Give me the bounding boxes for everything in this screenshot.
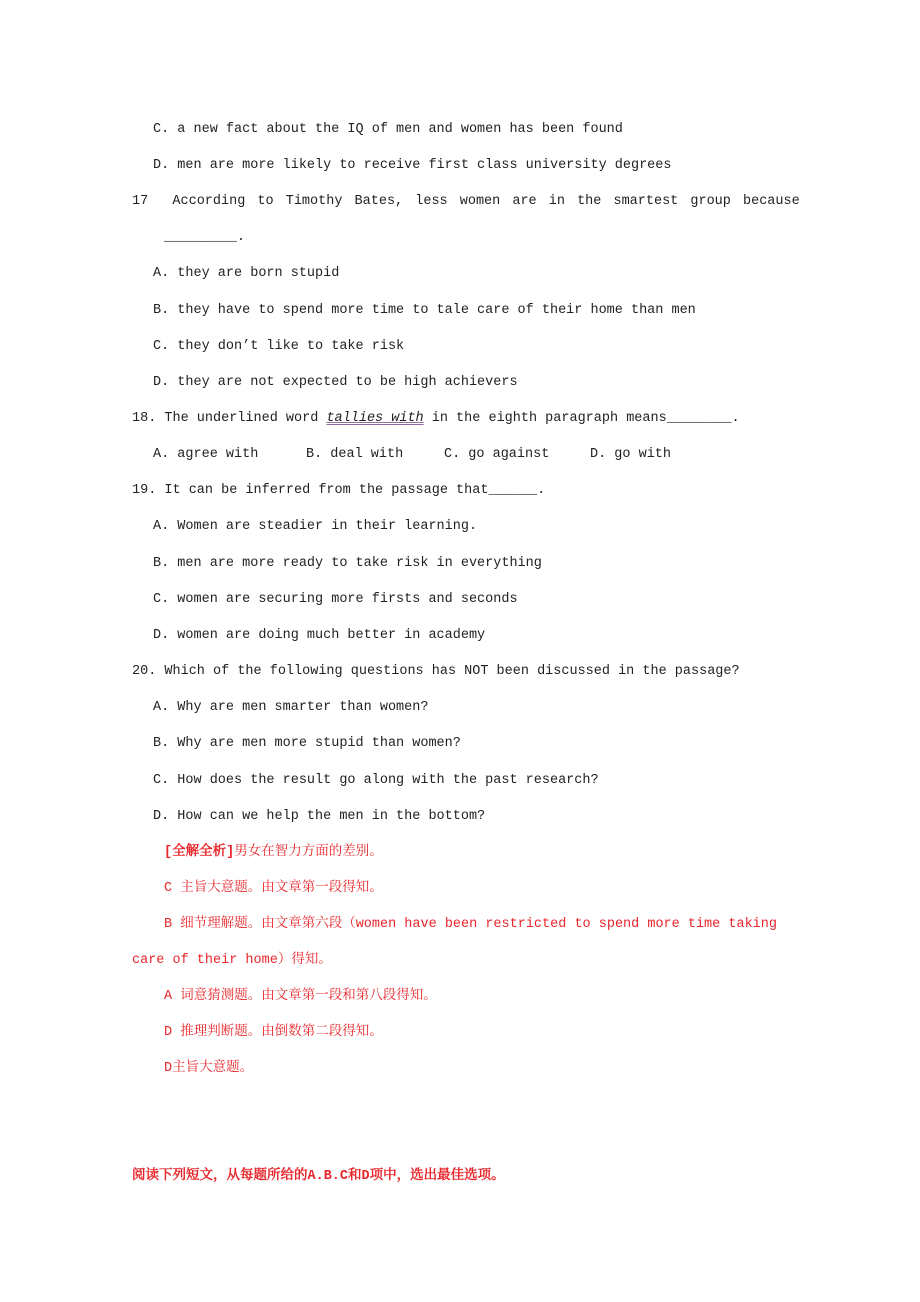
analysis-tag: [全解全析] [164,845,235,860]
analysis-heading [164,844,383,862]
q20-option-c: C. How does the result go along with the past research? [153,773,599,788]
q19-option-b: B. men are more ready to take risk in everything [153,556,542,571]
q20-option-a: A. Why are men smarter than women? [153,700,429,715]
q19-option-c: C. women are securing more firsts and seconds [153,592,518,607]
q18-option-c: C. go against [444,447,550,462]
q18-option-b: B. deal with [306,447,404,462]
q18-stem [132,410,740,428]
q20-stem: 20. Which of the following questions has NOT been discussed in the passage? [132,664,740,679]
analysis-line: C 主旨大意题。由文章第一段得知。 [164,881,383,896]
q16-option-c: C. a new fact about the IQ of men and women has been found [153,122,623,137]
analysis-line: D主旨大意题。 [164,1061,254,1076]
reading-instruction: 阅读下列短文，从每题所给的A.B.C和D项中，选出最佳选项。 [132,1169,505,1184]
analysis-line: care of their home）得知。 [132,953,332,968]
q19-option-a: A. Women are steadier in their learning. [153,519,478,534]
q17-option-c: C. they don’t like to take risk [153,339,405,354]
q16-option-d: D. men are more likely to receive first class university degrees [153,158,672,173]
q17-option-a: A. they are born stupid [153,266,340,281]
analysis-line: D 推理判断题。由倒数第二段得知。 [164,1025,383,1040]
q18-stem-pre: 18. The underlined word [132,411,327,426]
q20-option-b: B. Why are men more stupid than women? [153,736,461,751]
q18-option-d: D. go with [590,447,672,462]
q19-stem: 19. It can be inferred from the passage that______. [132,483,546,498]
analysis-summary: 男女在智力方面的差别。 [234,845,383,860]
q18-option-a: A. agree with [153,447,259,462]
analysis-line: B 细节理解题。由文章第六段（women have been restricted to spend more time taking [164,917,777,932]
q17-option-d: D. they are not expected to be high achievers [153,375,518,390]
q17-option-b: B. they have to spend more time to tale care of their home than men [153,303,696,318]
analysis-line: A 词意猜测题。由文章第一段和第八段得知。 [164,989,437,1004]
q19-option-d: D. women are doing much better in academy [153,628,486,643]
underlined-term: tallies with [326,411,424,426]
q18-stem-post: in the eighth paragraph means________. [423,411,740,426]
q17-stem: 17 According to Timothy Bates, less women are in the smartest group because [132,194,800,209]
q17-blank: _________. [164,230,246,245]
q20-option-d: D. How can we help the men in the bottom? [153,809,486,824]
